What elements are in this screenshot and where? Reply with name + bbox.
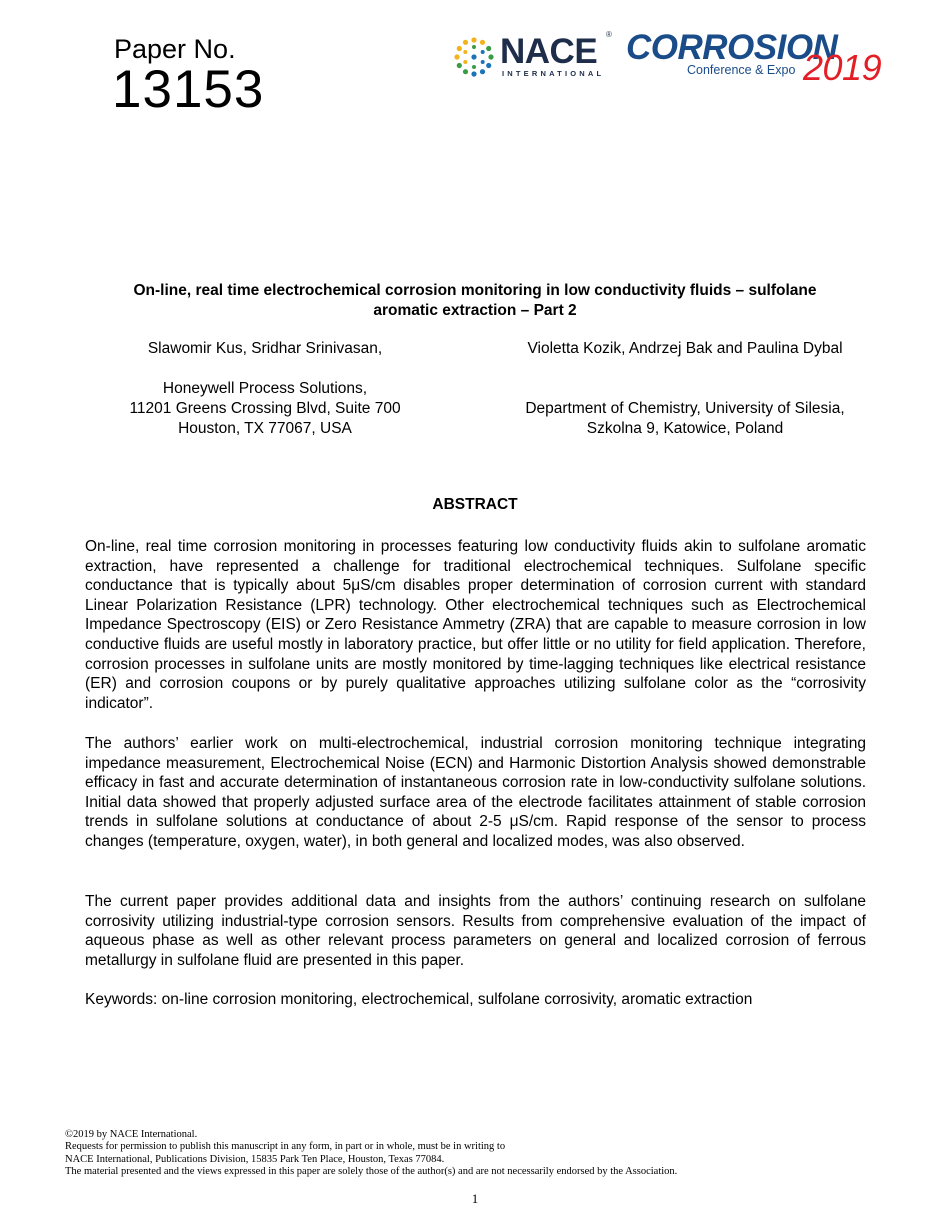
paper-title-line-1: On-line, real time electrochemical corrosion monitoring in low conductivity fluids – sulfolane bbox=[133, 282, 817, 299]
abstract-paragraph-3: The current paper provides additional data and insights from the authors’ continuing research on sulfolane corrosivity utilizing industrial-type corrosion sensors. Results from comprehensive evaluation of the impact of aqueous phase as well as other relevant process parameters on general and localized corrosion of ferrous metallurgy in sulfolane fluid are presented in this paper. bbox=[85, 893, 866, 969]
nace-registered-mark: ® bbox=[606, 30, 612, 39]
abstract-paragraph-2: The authors’ earlier work on multi-electrochemical, industrial corrosion monitoring technique integrating impedance measurement, Electrochemical Noise (ECN) and Harmonic Distortion Analysis showed demonstrable efficacy in fast and accurate determination of instantaneous corrosion rate in low-conductivity sulfolane solutions. Initial data showed that properly adjusted surface area of the electrode facilitates attainment of stable corrosion trends in sulfolane solutions at conductance of about 2-5 μS/cm. Rapid response of the sensor to process changes (temperature, oxygen, water), in both general and localized modes, was also observed. bbox=[85, 735, 866, 850]
right-affiliation-line: Department of Chemistry, University of Silesia, bbox=[525, 400, 845, 417]
right-affiliation-line: Szkolna 9, Katowice, Poland bbox=[586, 420, 784, 437]
footer-line: NACE International, Publications Division, 15835 Park Ten Place, Houston, Texas 77084. bbox=[65, 1153, 445, 1165]
footer-line: The material presented and the views expressed in this paper are solely those of the author(s) and are not necessarily endorsed by the Association. bbox=[65, 1166, 678, 1178]
paper-number-label: Paper No. bbox=[114, 34, 236, 64]
corrosion-logo-wordmark: CORROSION bbox=[626, 28, 838, 67]
corrosion-logo-year: 2019 bbox=[803, 47, 882, 88]
left-affiliation-line: 11201 Greens Crossing Blvd, Suite 700 bbox=[129, 400, 401, 417]
page-number: 1 bbox=[471, 1191, 479, 1206]
nace-logo bbox=[452, 32, 620, 82]
left-author-names: Slawomir Kus, Sridhar Srinivasan, bbox=[147, 340, 383, 357]
left-affiliation-line: Honeywell Process Solutions, bbox=[162, 380, 368, 397]
nace-globe-icon bbox=[452, 32, 498, 82]
paper-title-line-2: aromatic extraction – Part 2 bbox=[373, 302, 577, 319]
abstract-heading: ABSTRACT bbox=[432, 496, 518, 513]
copyright-footer bbox=[65, 1129, 885, 1179]
footer-line: ©2019 by NACE International. bbox=[65, 1129, 198, 1140]
corrosion-logo-subtitle: Conference & Expo bbox=[687, 63, 796, 77]
nace-logo-subtitle: INTERNATIONAL bbox=[502, 69, 605, 78]
left-affiliation bbox=[90, 379, 440, 439]
corrosion-conference-logo bbox=[626, 30, 882, 88]
left-affiliation-line: Houston, TX 77067, USA bbox=[178, 420, 352, 437]
keywords: Keywords: on-line corrosion monitoring, electrochemical, sulfolane corrosivity, aromatic extraction bbox=[85, 991, 753, 1008]
paper-number: 13153 bbox=[112, 60, 265, 119]
nace-logo-wordmark: NACE bbox=[500, 32, 598, 71]
footer-line: Requests for permission to publish this manuscript in any form, in part or in whole, must be in writing to bbox=[65, 1141, 506, 1153]
abstract-paragraph-1: On-line, real time corrosion monitoring in processes featuring low conductivity fluids akin to sulfolane aromatic extraction, have represented a challenge for traditional electrochemical techniques. Sulfolane specific conductance that is typically about 5μS/cm disables proper determination of corrosion current with standard Linear Polarization Resistance (LPR) technology. Other electrochemical techniques such as Electrochemical Impedance Spectroscopy (EIS) or Zero Resistance Ammetry (ZRA) that are capable to measure corrosion in low conductive fluids are useful mostly in laboratory practice, but offer little or no utility for field application. Therefore, corrosion processes in sulfolane units are mostly monitored by time-lagging techniques like electrical resistance (ER) and corrosion coupons or by purely qualitative approaches utilizing sulfolane color as the “corrosivity indicator”. bbox=[85, 538, 866, 712]
right-author-names: Violetta Kozik, Andrzej Bak and Paulina Dybal bbox=[527, 340, 843, 357]
right-affiliation bbox=[490, 399, 880, 439]
paper-title bbox=[85, 281, 865, 321]
